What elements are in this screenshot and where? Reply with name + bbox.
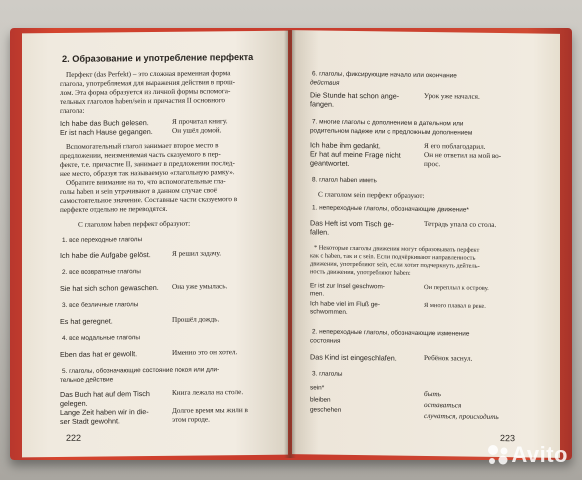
footnote-line: как с haben, так и с sein. Если подчёркивают направленность (310, 252, 476, 262)
paragraph-line: самостоятельное значение. Составные части сказуемого в (60, 195, 238, 205)
rule-label: 1. все переходные глаголы (62, 236, 143, 244)
rule-label: 6. глаголы, фиксирующие начало или окончание (312, 70, 457, 80)
example-ru: Он переплыл к острову. (424, 283, 489, 292)
example-ru: Прошёл дождь. (172, 315, 220, 324)
intro-line: глагола, употребляемая для выражения действия в прош- (60, 78, 236, 88)
example-de: geantwortet. (310, 158, 350, 168)
example-ru: этом городе. (172, 415, 210, 424)
example-de: Das Heft ist vom Tisch ge- (310, 218, 394, 229)
example-de: Ich habe viel im Fluß ge- (310, 300, 380, 309)
example-de: fangen. (310, 99, 334, 109)
verb-de: geschehen (310, 406, 342, 414)
example-de: schwommen. (310, 308, 348, 316)
intro-line: лом. Эта форма образуется из личной формы вспомога- (60, 87, 231, 97)
example-ru: Он ушёл домой. (172, 126, 222, 135)
verb-ru: случаться, происходить (424, 411, 499, 422)
example-ru: Он не ответил на мой во- (424, 150, 502, 161)
sein-intro: С глаголом sein перфект образуют: (318, 190, 425, 200)
rule-label: 7. многие глаголы с дополнением в дательном или (312, 118, 464, 128)
paragraph-line: Обратите внимание на то, что вспомогательные гла- (66, 177, 226, 187)
avito-logo-icon (486, 444, 512, 466)
rule-label: родительном падеже или с предложным дополнением (310, 127, 473, 137)
example-de: Eben das hat er gewollt. (60, 349, 138, 359)
example-de: men. (310, 290, 325, 298)
intro-line: глагола: (60, 106, 85, 115)
intro-line: тельных глаголов haben/sein и причастия II основного (60, 96, 225, 106)
verb-ru: оставаться (424, 400, 462, 410)
book-spine-shadow (284, 30, 296, 458)
rule-label: 2. непереходные глаголы, обозначающие изменение (312, 328, 470, 338)
rule-label: 2. все возвратные глаголы (62, 268, 141, 276)
rule-label: 3. все безличные глаголы (62, 301, 139, 309)
example-de: Das Kind ist eingeschlafen. (310, 352, 397, 363)
example-ru: Я много плавал в реке. (424, 301, 486, 310)
rule-label: 8. глагол haben иметь (312, 176, 377, 185)
example-de: Ich habe die Aufgabe gelöst. (60, 250, 151, 260)
rule-label: тельное действие (60, 376, 114, 384)
example-de: Es hat geregnet. (60, 316, 113, 326)
example-de: Sie hat sich schon gewaschen. (60, 282, 159, 293)
footnote-line: ность движения, употребляют haben: (310, 268, 411, 277)
haben-intro: С глаголом haben перфект образуют: (78, 219, 191, 229)
section-heading: 2. Образование и употребление перфекта (62, 51, 254, 64)
avito-watermark: Avito (511, 442, 568, 467)
example-ru: Книга лежала на столе. (172, 388, 244, 397)
footnote-line: движения, употребляют sein, если хотят подчеркнуть дейтель- (310, 260, 480, 270)
rule-label: 4. все модальные глаголы (62, 334, 140, 342)
example-ru: Тетрадь упала со стола. (424, 219, 497, 229)
example-de: gelegen. (60, 398, 88, 408)
example-de: Er hat auf meine Frage nicht (310, 149, 401, 160)
example-ru: Ребёнок заснул. (424, 353, 473, 363)
example-de: Die Stunde hat schon ange- (310, 90, 400, 101)
verb-de: sein* (310, 384, 325, 392)
example-de: fallen. (310, 227, 330, 237)
verb-ru: быть (424, 389, 441, 399)
example-de: Ich habe das Buch gelesen. (60, 118, 149, 128)
example-de: ser Stadt gewohnt. (60, 416, 120, 426)
paragraph-line: Вспомогательный глагол занимает второе место в (66, 141, 219, 151)
example-de: Das Buch hat auf dem Tisch (60, 389, 150, 399)
example-ru: Я его поблагодарил. (424, 141, 486, 151)
paragraph-line: предложении, неизменяемая часть сказуемого в пер- (60, 150, 221, 160)
intro-line: Перфект (das Perfekt) – это сложная временная форма (66, 69, 231, 79)
page-number: 223 (500, 433, 516, 444)
rule-label: действия (310, 79, 340, 87)
example-ru: Долгое время мы жили в (172, 406, 248, 415)
example-ru: Она уже умылась. (172, 282, 228, 291)
example-de: Ich habe ihm gedankt. (310, 140, 381, 151)
example-ru: прос. (424, 159, 441, 169)
footnote-line: * Некоторые глаголы движения могут образовывать перфект (314, 244, 480, 254)
paragraph-line: голы haben и sein утрачивают в данном случае своё (60, 186, 217, 196)
verb-de: bleiben (310, 396, 331, 404)
example-ru: Именно это он хотел. (172, 348, 238, 357)
rule-label: состояния (310, 337, 341, 345)
example-de: Er ist nach Hause gegangen. (60, 127, 153, 137)
example-de: Lange Zeit haben wir in die- (60, 407, 149, 417)
page-number: 222 (66, 432, 82, 443)
example-de: Er ist zur Insel geschwom- (310, 282, 385, 291)
example-ru: Урок уже начался. (424, 91, 480, 101)
example-ru: Я прочитал книгу. (172, 117, 228, 126)
paragraph-line: нее место, образуя так называемую «глагольную рамку». (60, 168, 235, 178)
paragraph-line: перфекте отдельно не переводятся. (60, 204, 168, 214)
right-page (292, 30, 560, 458)
rule-label: 5. глаголы, обозначающие состояние покоя или дли- (62, 366, 220, 375)
rule-label: 3. глаголы (312, 370, 343, 378)
left-page (22, 31, 288, 458)
example-ru: Я решил задачу. (172, 249, 222, 258)
paragraph-line: фекте, т.е. причастие II, занимает в предложении послед- (60, 159, 235, 169)
rule-label: 1. непереходные глаголы, обозначающие движение* (312, 204, 469, 214)
